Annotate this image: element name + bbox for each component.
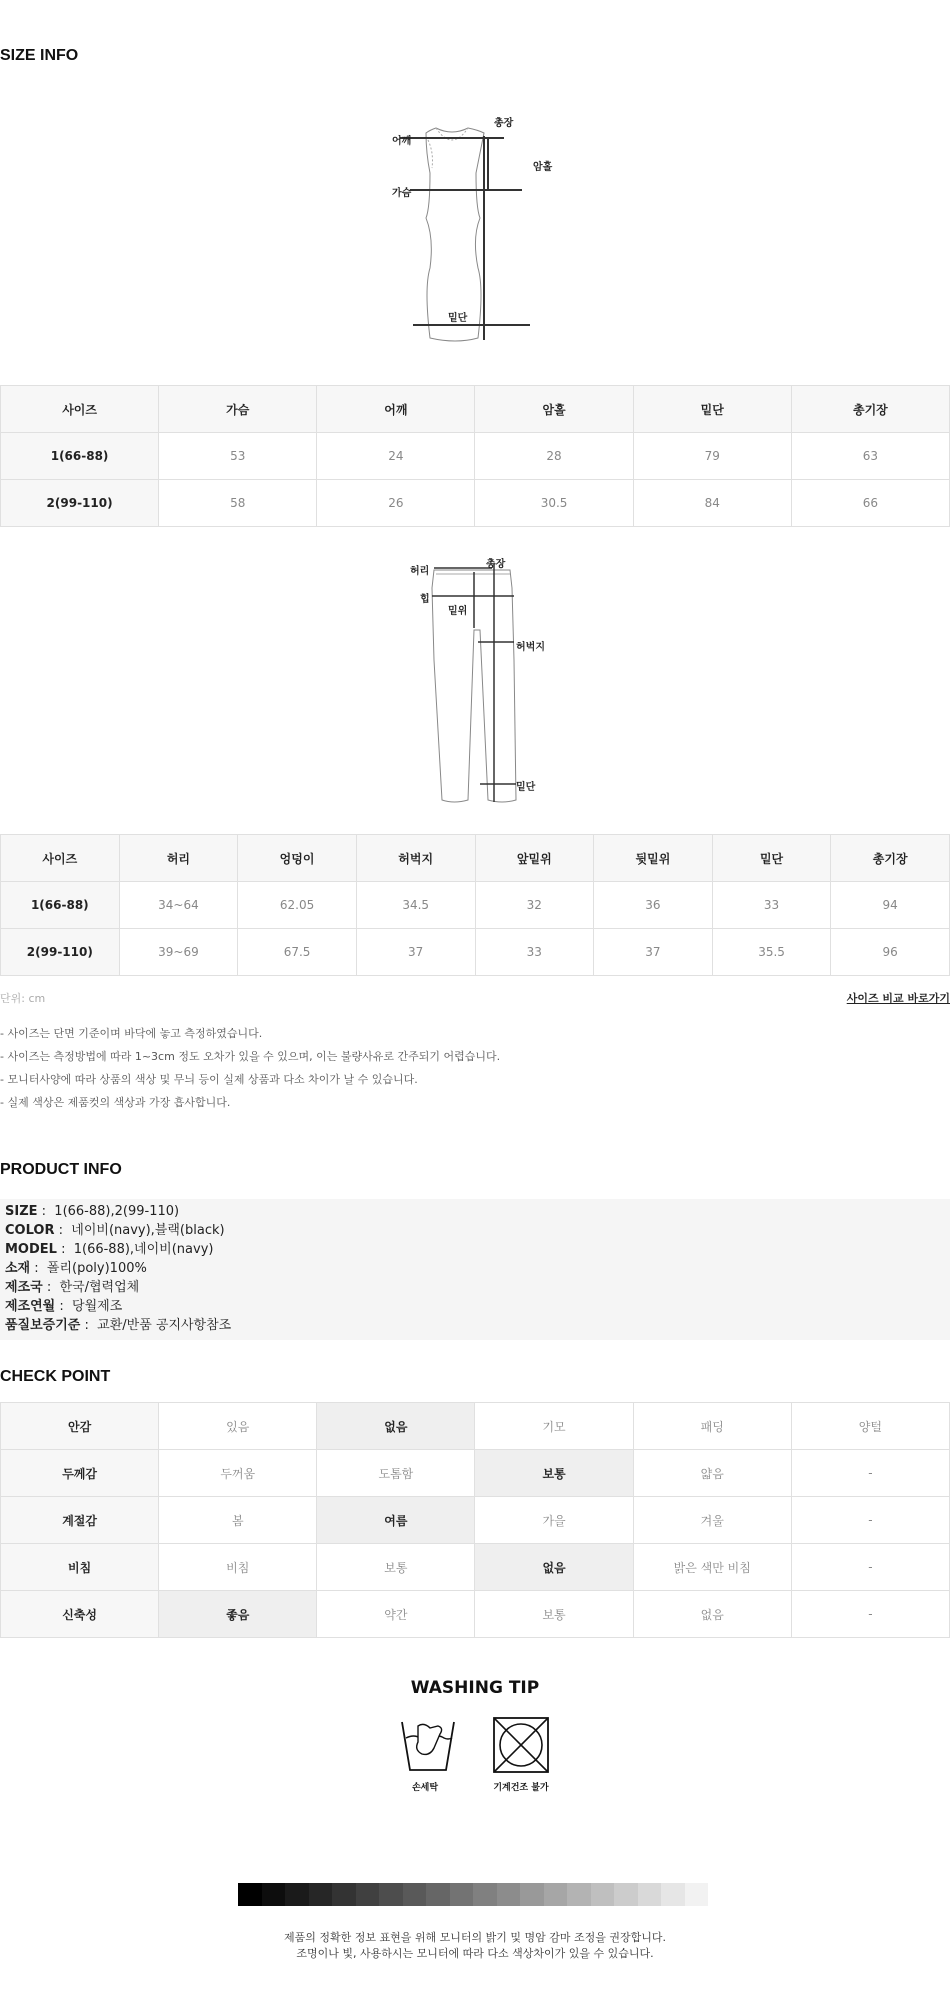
- product-info-item: 제조연월 : 당월제조: [5, 1299, 123, 1314]
- gradient-swatch: [567, 1883, 591, 1906]
- table-header-cell: 암홀: [475, 386, 633, 433]
- diagram-label-hip: 힙: [420, 594, 430, 605]
- size-notes: [0, 1022, 500, 1114]
- product-info-label: 소재: [5, 1261, 31, 1276]
- check-row-label: 신축성: [1, 1591, 159, 1638]
- table-header-cell: 사이즈: [1, 835, 120, 882]
- check-row-label: 계절감: [1, 1497, 159, 1544]
- table-cell: 53: [159, 433, 317, 480]
- monitor-gradient-bar: [238, 1883, 708, 1906]
- check-option: -: [791, 1497, 949, 1544]
- table-row: [1, 1403, 950, 1450]
- table-cell: 30.5: [475, 480, 633, 527]
- product-info-label: 제조국: [5, 1280, 43, 1295]
- table-cell: 66: [791, 480, 949, 527]
- product-info-value: 1(66-88),2(99-110): [54, 1204, 180, 1219]
- gradient-swatch: [426, 1883, 450, 1906]
- diagram-label-thigh: 허벅지: [516, 642, 545, 653]
- product-info-label: MODEL: [5, 1242, 57, 1257]
- check-option: 없음: [475, 1544, 633, 1591]
- check-option: 도톰함: [317, 1450, 475, 1497]
- check-option: 여름: [317, 1497, 475, 1544]
- table-header-cell: 뒷밑위: [594, 835, 713, 882]
- table-row-size: 1(66-88): [1, 433, 159, 480]
- table-cell: 28: [475, 433, 633, 480]
- product-info-item: SIZE : 1(66-88),2(99-110): [5, 1204, 180, 1219]
- check-option: 있음: [159, 1403, 317, 1450]
- check-row-label: 두께감: [1, 1450, 159, 1497]
- gradient-swatch: [379, 1883, 403, 1906]
- check-row-label: 안감: [1, 1403, 159, 1450]
- product-info-value: 당월제조: [72, 1299, 123, 1314]
- table-cell: 58: [159, 480, 317, 527]
- diagram-label-total: 총장: [494, 118, 514, 129]
- table-cell: 79: [633, 433, 791, 480]
- gradient-swatch: [614, 1883, 638, 1906]
- table-cell: 33: [712, 882, 831, 929]
- product-info-title: PRODUCT INFO: [0, 1161, 122, 1178]
- gradient-swatch: [356, 1883, 380, 1906]
- table-row: [1, 433, 950, 480]
- table-row-size: 1(66-88): [1, 882, 120, 929]
- product-info-value: 한국/협력업체: [59, 1280, 140, 1295]
- table-row-size: 2(99-110): [1, 929, 120, 976]
- gradient-swatch: [285, 1883, 309, 1906]
- table-cell: 94: [831, 882, 950, 929]
- table-cell: 34~64: [119, 882, 238, 929]
- table-cell: 32: [475, 882, 594, 929]
- table-header-row: [1, 386, 950, 433]
- check-option: -: [791, 1544, 949, 1591]
- product-info-item: MODEL : 1(66-88),네이비(navy): [5, 1242, 214, 1257]
- check-option: 보통: [475, 1450, 633, 1497]
- check-option: 밝은 색만 비침: [633, 1544, 791, 1591]
- check-point-title: CHECK POINT: [0, 1368, 111, 1385]
- table-row: [1, 1544, 950, 1591]
- table-cell: 36: [594, 882, 713, 929]
- diagram-label-hem: 밑단: [448, 313, 468, 324]
- table-header-cell: 밑단: [712, 835, 831, 882]
- hand-wash-icon: [400, 1716, 456, 1774]
- product-info-label: 제조연월: [5, 1299, 56, 1314]
- size-info-title: SIZE INFO: [0, 47, 79, 64]
- product-info-item: 제조국 : 한국/협력업체: [5, 1280, 140, 1295]
- check-option: 보통: [317, 1544, 475, 1591]
- check-option: 기모: [475, 1403, 633, 1450]
- check-option: 얇음: [633, 1450, 791, 1497]
- table-cell: 35.5: [712, 929, 831, 976]
- note-line: - 모니터사양에 따라 상품의 색상 및 무늬 등이 실제 상품과 다소 차이가 날 수 있습니다.: [0, 1073, 418, 1086]
- product-info-label: 품질보증기준: [5, 1318, 81, 1333]
- gradient-swatch: [520, 1883, 544, 1906]
- table-header-cell: 사이즈: [1, 386, 159, 433]
- table-cell: 67.5: [238, 929, 357, 976]
- check-option: 봄: [159, 1497, 317, 1544]
- check-option: -: [791, 1450, 949, 1497]
- product-info-label: SIZE: [5, 1204, 38, 1219]
- table-cell: 26: [317, 480, 475, 527]
- diagram-label-armhole: 암홀: [533, 162, 553, 173]
- table-row: [1, 1450, 950, 1497]
- diagram-label-pants-hem: 밑단: [516, 782, 536, 793]
- table-cell: 34.5: [356, 882, 475, 929]
- table-header-cell: 밑단: [633, 386, 791, 433]
- diagram-label-rise: 밑위: [448, 606, 468, 617]
- product-info-value: 교환/반품 공지사항참조: [97, 1318, 232, 1333]
- product-info-box: [0, 1199, 950, 1340]
- gradient-swatch: [332, 1883, 356, 1906]
- product-info-item: COLOR : 네이비(navy),블랙(black): [5, 1223, 225, 1238]
- check-option: 좋음: [159, 1591, 317, 1638]
- product-info-value: 폴리(poly)100%: [46, 1261, 147, 1276]
- gradient-swatch: [403, 1883, 427, 1906]
- check-option: 양털: [791, 1403, 949, 1450]
- no-tumble-dry-icon: [492, 1716, 550, 1774]
- check-option: 약간: [317, 1591, 475, 1638]
- table-cell: 84: [633, 480, 791, 527]
- unit-label: 단위: cm: [0, 992, 46, 1005]
- washing-tip-title: WASHING TIP: [410, 1678, 540, 1698]
- check-option: 비침: [159, 1544, 317, 1591]
- check-option: 가을: [475, 1497, 633, 1544]
- gradient-swatch: [262, 1883, 286, 1906]
- check-option: 없음: [633, 1591, 791, 1638]
- table-row-size: 2(99-110): [1, 480, 159, 527]
- product-info-item: 소재 : 폴리(poly)100%: [5, 1261, 147, 1276]
- table-cell: 33: [475, 929, 594, 976]
- product-info-label: COLOR: [5, 1223, 55, 1238]
- pants-size-diagram: [420, 560, 540, 810]
- table-cell: 37: [356, 929, 475, 976]
- table-cell: 37: [594, 929, 713, 976]
- gradient-swatch: [685, 1883, 709, 1906]
- note-line: - 사이즈는 단면 기준이며 바닥에 놓고 측정하였습니다.: [0, 1027, 263, 1040]
- check-point-table: [0, 1402, 950, 1638]
- table-cell: 24: [317, 433, 475, 480]
- check-row-label: 비침: [1, 1544, 159, 1591]
- table-row: [1, 1497, 950, 1544]
- gradient-swatch: [591, 1883, 615, 1906]
- check-option: 패딩: [633, 1403, 791, 1450]
- check-option: 겨울: [633, 1497, 791, 1544]
- table-row: [1, 882, 950, 929]
- check-option: 보통: [475, 1591, 633, 1638]
- product-info-value: 네이비(navy),블랙(black): [71, 1223, 225, 1238]
- table-header-cell: 허리: [119, 835, 238, 882]
- gradient-swatch: [238, 1883, 262, 1906]
- gradient-swatch: [473, 1883, 497, 1906]
- check-option: 두꺼움: [159, 1450, 317, 1497]
- table-header-cell: 어깨: [317, 386, 475, 433]
- table-header-cell: 총기장: [831, 835, 950, 882]
- diagram-label-waist: 허리: [410, 566, 430, 577]
- gradient-swatch: [638, 1883, 662, 1906]
- pants-size-table: [0, 834, 950, 976]
- check-option: 없음: [317, 1403, 475, 1450]
- table-header-cell: 가슴: [159, 386, 317, 433]
- monitor-notice-line: 조명이나 빛, 사용하시는 모니터에 따라 다소 색상차이가 있을 수 있습니다.: [296, 1947, 654, 1960]
- note-line: - 실제 색상은 제품컷의 색상과 가장 흡사합니다.: [0, 1096, 231, 1109]
- table-header-cell: 허벅지: [356, 835, 475, 882]
- note-line: - 사이즈는 측정방법에 따라 1~3cm 정도 오차가 있을 수 있으며, 이는 불량사유로 간주되기 어렵습니다.: [0, 1050, 501, 1063]
- table-header-cell: 총기장: [791, 386, 949, 433]
- table-header-cell: 엉덩이: [238, 835, 357, 882]
- diagram-label-pants-total: 총장: [486, 559, 506, 570]
- table-cell: 39~69: [119, 929, 238, 976]
- diagram-label-shoulder: 어깨: [392, 136, 412, 147]
- table-row: [1, 480, 950, 527]
- monitor-notice: [0, 1930, 950, 1962]
- table-header-row: [1, 835, 950, 882]
- check-option: -: [791, 1591, 949, 1638]
- monitor-notice-line: 제품의 정확한 정보 표현을 위해 모니터의 밝기 및 명암 감마 조정을 권장합니다.: [284, 1931, 666, 1944]
- table-cell: 63: [791, 433, 949, 480]
- table-cell: 96: [831, 929, 950, 976]
- top-size-table: [0, 385, 950, 527]
- hand-wash-label: 손세탁: [411, 1783, 439, 1793]
- diagram-label-chest: 가슴: [392, 188, 412, 199]
- size-compare-link[interactable]: 사이즈 비교 바로가기: [846, 992, 950, 1005]
- table-cell: 62.05: [238, 882, 357, 929]
- table-row: [1, 1591, 950, 1638]
- gradient-swatch: [544, 1883, 568, 1906]
- gradient-swatch: [661, 1883, 685, 1906]
- product-info-item: 품질보증기준 : 교환/반품 공지사항참조: [5, 1318, 232, 1333]
- no-tumble-dry-label: 기계건조 불가: [493, 1783, 549, 1793]
- gradient-swatch: [309, 1883, 333, 1906]
- product-info-value: 1(66-88),네이비(navy): [73, 1242, 214, 1257]
- gradient-swatch: [497, 1883, 521, 1906]
- table-header-cell: 앞밑위: [475, 835, 594, 882]
- gradient-swatch: [450, 1883, 474, 1906]
- table-row: [1, 929, 950, 976]
